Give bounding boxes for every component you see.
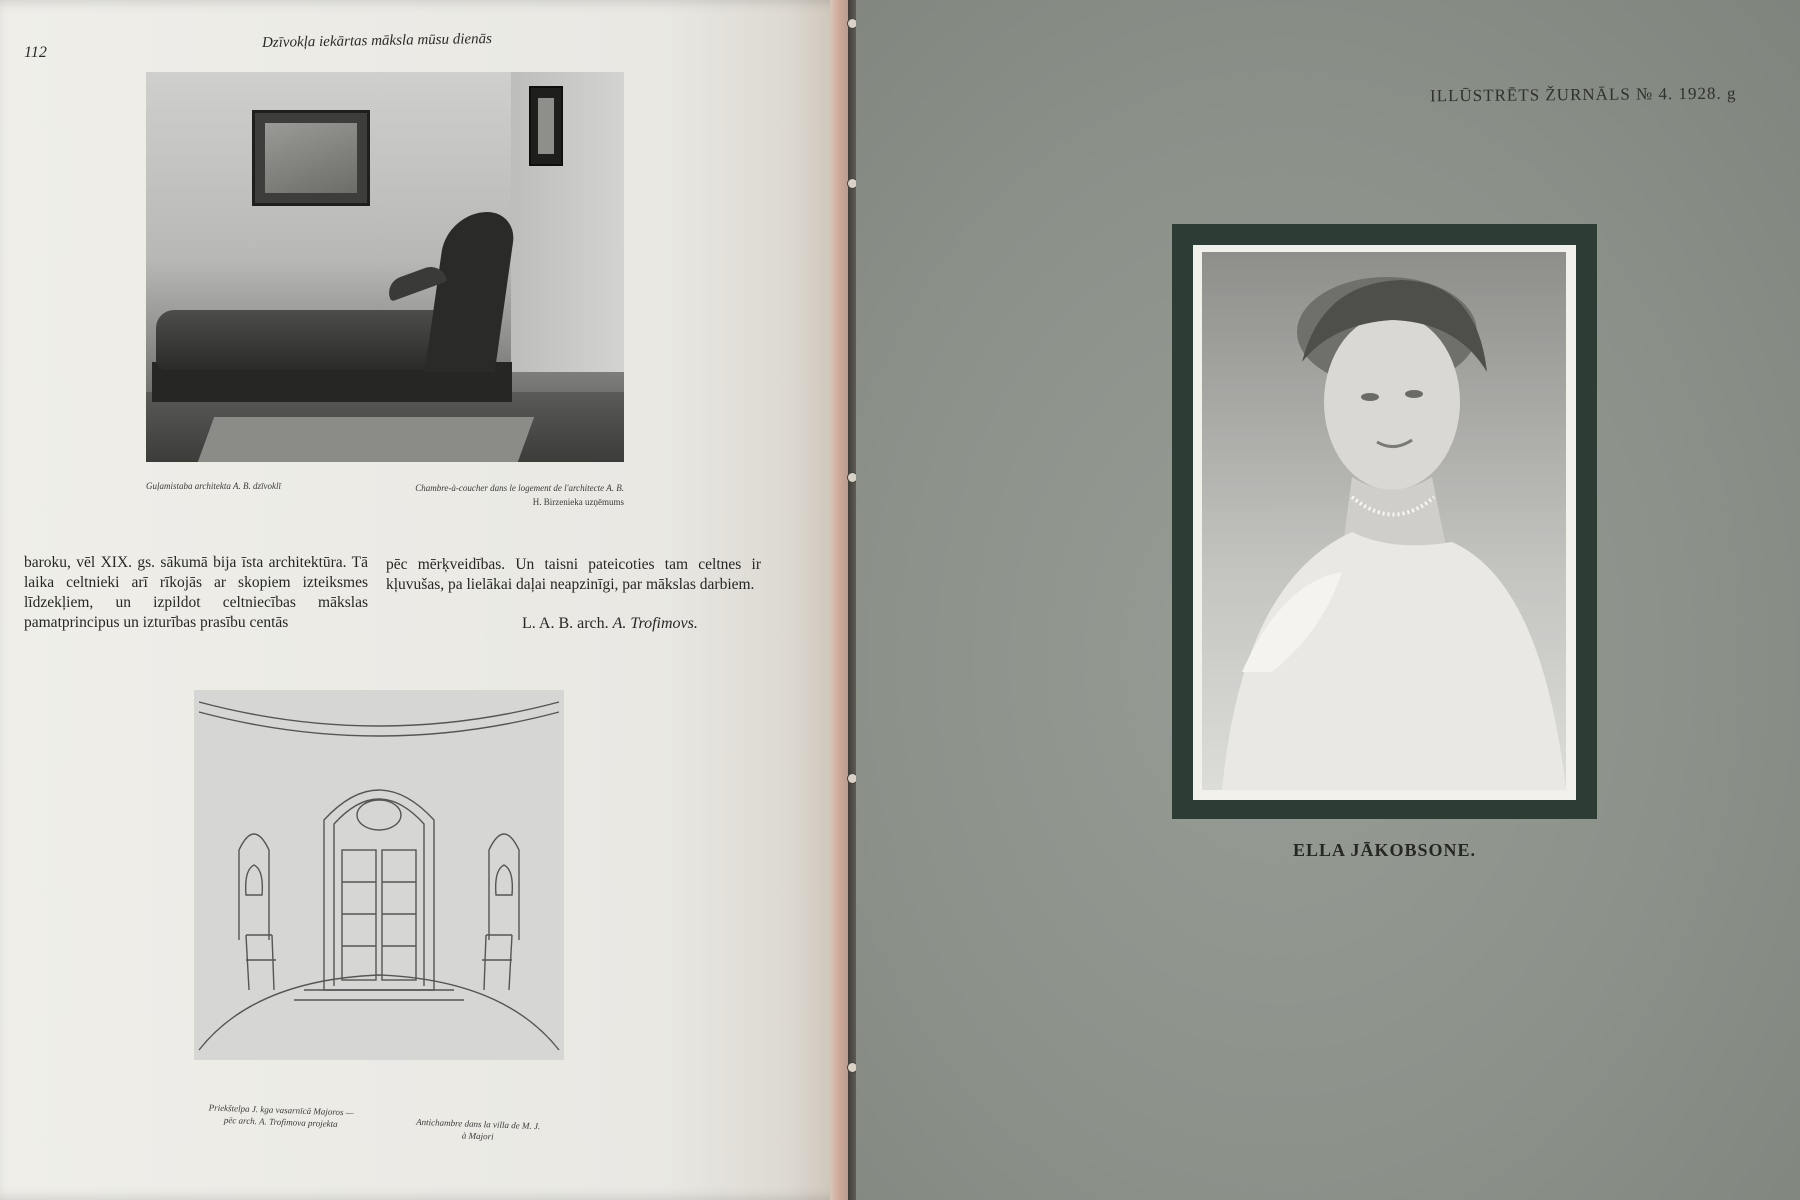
antechamber-sketch [194,690,564,1060]
running-head: Dzīvokļa iekārtas māksla mūsu dienās [261,30,493,52]
signature-name: A. Trofimovs. [612,615,698,632]
portrait-figure [1202,252,1566,790]
photo-caption-lv: Guļamistaba architekta A. B. dzīvoklī [146,481,281,491]
bedroom-photo [146,72,624,462]
author-signature [522,615,698,633]
drawing-caption-lv-line2: pēc arch. A. Trofimova projekta [223,1115,338,1129]
left-page [0,0,848,1200]
drawing-caption-fr-line1: Antichambre dans la villa de M. J. [415,1116,541,1132]
left-page-edge [830,0,848,1200]
page-number: 112 [24,44,47,61]
photo-caption-fr-line2: H. Birzenieka uzņēmums [532,497,624,507]
rug [198,417,534,462]
photo-caption-fr [349,481,624,509]
portrait-photo [1202,252,1566,790]
antechamber-drawing [194,690,564,1060]
wall-corner [511,72,624,372]
small-framed-picture [529,86,563,166]
drawing-caption-fr-line2: à Majori [461,1130,494,1142]
portrait-caption: ELLA JĀKOBSONE. [1292,840,1477,860]
drawing-caption-lv [190,1101,373,1131]
drawing-caption-lv-line1: Priekštelpa J. kga vasarnīcā Majoros — [208,1102,354,1118]
drawing-caption-fr [393,1115,564,1145]
photo-caption-fr-line1: Chambre-à-coucher dans le logement de l'architecte A. B. [415,483,624,493]
signature-prefix: L. A. B. arch. [522,615,609,632]
framed-picture [252,110,370,206]
body-text-left-column: baroku, vēl XIX. gs. sākumā bija īsta architektūra. Tā laika celtnieki arī rīkojās ar skopiem izteiksmes līdzekļiem, un izpildot celtniecības mākslas pamatprincipus un izturības prasību centās [24,554,368,631]
body-text-right-column: pēc mērķveidības. Un taisni pateicoties tam celtnes ir kļuvušas, pa lielākai daļai neapzinīgi, par mākslas darbiem. [386,556,761,593]
daybed-back [425,212,517,372]
journal-masthead: ILLŪSTRĒTS ŽURNĀLS № 4. 1928. g [1429,83,1737,106]
